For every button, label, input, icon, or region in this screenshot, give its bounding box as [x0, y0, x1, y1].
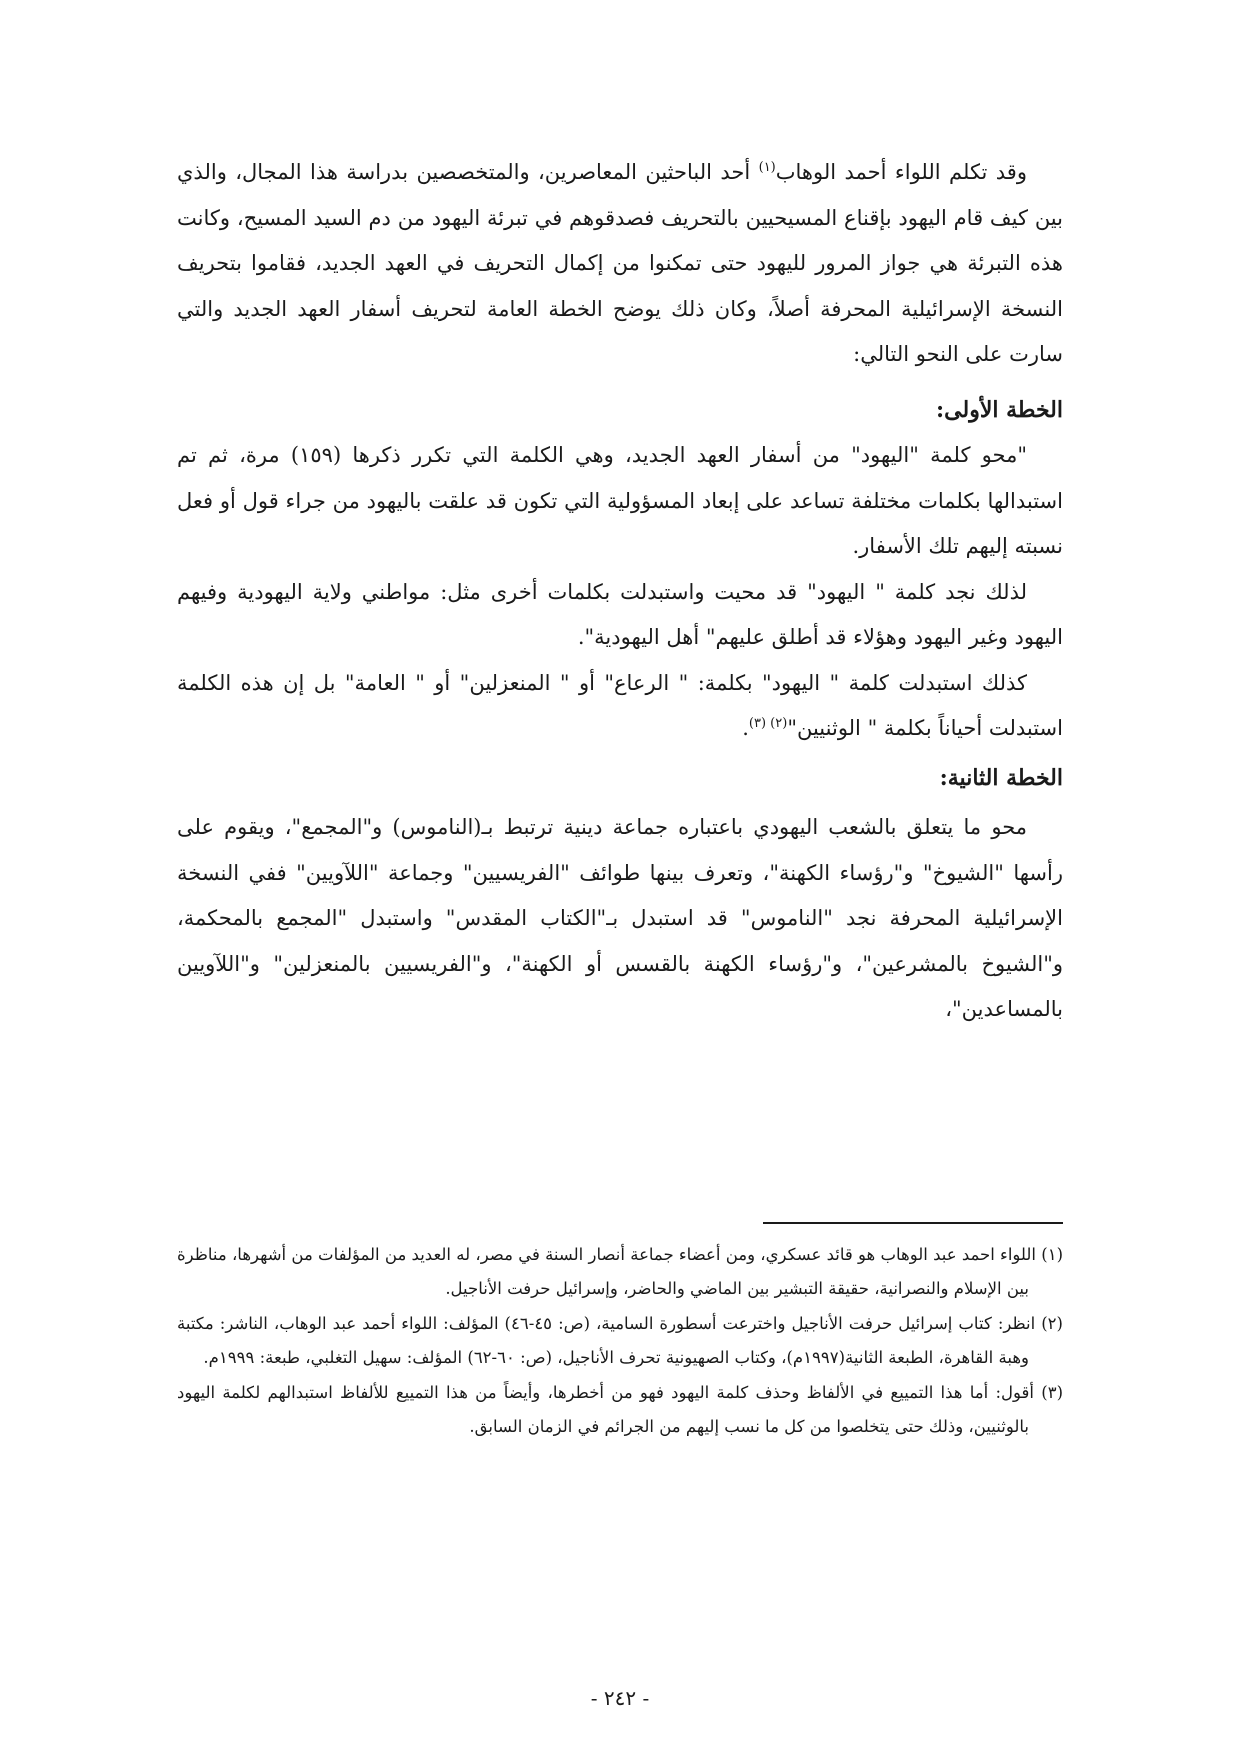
section-heading-first-plan: الخطة الأولى: — [936, 396, 1063, 423]
footnote-1: (١) اللواء احمد عبد الوهاب هو قائد عسكري، ومن أعضاء جماعة أنصار السنة في مصر، له العديد من المؤلفات من أشهرها، مناظرة بين الإسلام والنصرانية، حقيقة التبشير بين الماضي والحاضر، وإسرائيل حرفت الأناجيل. — [177, 1245, 1063, 1298]
paragraph-intro-start: وقد تكلم اللواء أحمد الوهاب — [775, 160, 1027, 184]
footnote-3: (٣) أقول: أما هذا التمييع في الألفاظ وحذف كلمة اليهود فهو من أخطرها، وأيضاً من هذا التمييع للألفاظ استبدالهم لكلمة اليهود بالوثنيين، وذلك حتى يتخلصوا من كل ما نسب إليهم من الجرائم في الزمان السابق. — [177, 1383, 1063, 1436]
section-heading-second-plan: الخطة الثانية: — [939, 764, 1063, 791]
footnote-separator — [763, 1222, 1063, 1224]
paragraph-replacements-text: كذلك استبدلت كلمة " اليهود" بكلمة: " الرعاع" أو " المنعزلين" أو " العامة" بل إن هذه الكلمة استبدلت أحياناً بكلمة " الوثنيين" — [177, 670, 1063, 740]
paragraph-intro — [177, 150, 1063, 378]
footnote-ref-2-3[interactable]: (٢) (٣) — [748, 716, 788, 731]
page-number: - ٢٤٢ - — [590, 1686, 650, 1710]
footnote-2: (٢) انظر: كتاب إسرائيل حرفت الأناجيل واخترعت أسطورة السامية، (ص: ٤٥-٤٦) المؤلف: اللواء أحمد عبد الوهاب، الناشر: مكتبة وهبة القاهرة، الطبعة الثانية(١٩٩٧م)، وكتاب الصهيونية تحرف الأناجيل، (ص: ٦٠-٦٢) المؤلف: سهيل التغلبي، طبعة: ١٩٩٩م. — [177, 1314, 1063, 1367]
footnotes — [177, 1238, 1063, 1445]
paragraph-second-plan: محو ما يتعلق بالشعب اليهودي باعتباره جماعة دينية ترتبط بـ(الناموس) و"المجمع"، ويقوم على رأسها "الشيوخ" و"رؤساء الكهنة"، وتعرف بينها طوائف "الفريسيين" وجماعة "اللآويين" ففي النسخة الإسرائيلية المحرفة نجد "الناموس" قد استبدل بـ"الكتاب المقدس" واستبدل "المجمع بالمحكمة، و"الشيوخ بالمشرعين"، و"رؤساء الكهنة بالقسس أو الكهنة"، و"الفريسيين بالمنعزلين" و"اللآويين بالمساعدين"، — [177, 815, 1063, 1021]
paragraph-citizens: لذلك نجد كلمة " اليهود" قد محيت واستبدلت بكلمات أخرى مثل: مواطني ولاية اليهودية وفيهم اليهود وغير اليهود وهؤلاء قد أطلق عليهم" أهل اليهودية". — [177, 579, 1063, 649]
paragraph-replacements-end: . — [742, 716, 749, 740]
footnote-ref-1[interactable]: (١) — [758, 160, 776, 175]
paragraph-intro-rest: أحد الباحثين المعاصرين، والمتخصصين بدراسة هذا المجال، والذي بين كيف قام اليهود بإقناع المسيحيين بالتحريف فصدقوهم في تبرئة اليهود من دم السيد المسيح، وكانت هذه التبرئة هي جواز المرور لليهود حتى تمكنوا من إكمال التحريف في العهد الجديد، فقاموا بتحريف النسخة الإسرائيلية المحرفة أصلاً، وكان ذلك يوضح الخطة العامة لتحريف أسفار العهد الجديد والتي سارت على النحو التالي: — [177, 160, 1063, 366]
main-text — [177, 150, 1063, 1033]
paragraph-replacements — [177, 661, 1063, 752]
paragraph-first-plan: "محو كلمة "اليهود" من أسفار العهد الجديد، وهي الكلمة التي تكرر ذكرها (١٥٩) مرة، ثم تم استبدالها بكلمات مختلفة تساعد على إبعاد المسؤولية التي تكون قد علقت باليهود من جراء قول أو فعل نسبته إليهم تلك الأسفار. — [177, 443, 1063, 558]
